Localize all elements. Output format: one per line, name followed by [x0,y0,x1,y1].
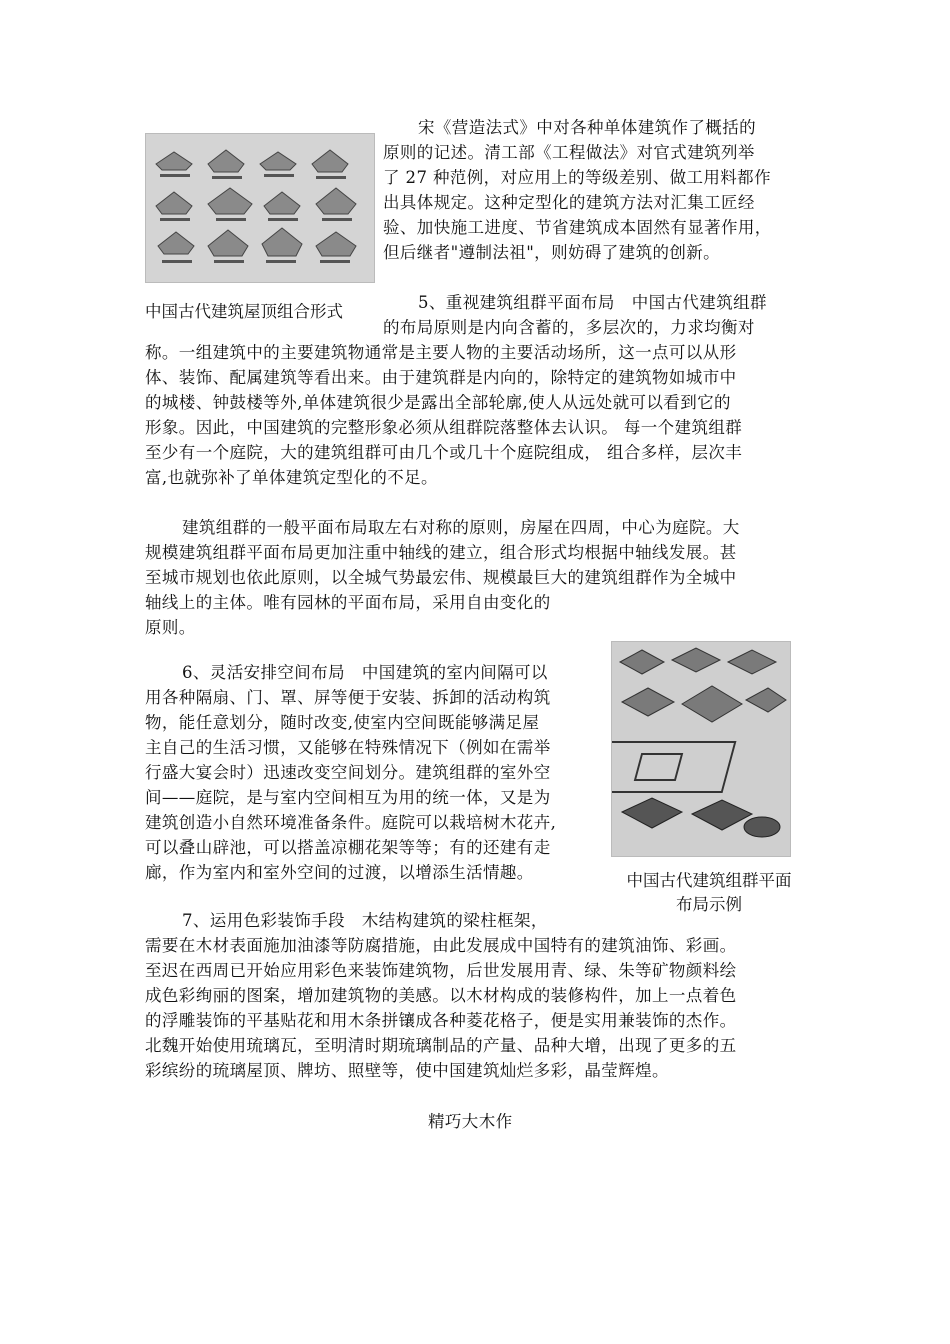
roof-forms-illustration [146,134,374,282]
text-line: 间——庭院，是与室内空间相互为用的统一体，又是为 [145,788,551,807]
caption-line: 布局示例 [676,895,742,914]
text-line: 原则的记述。清工部《工程做法》对官式建筑列举 [383,143,755,162]
text-line: 的城楼、钟鼓楼等外,单体建筑很少是露出全部轮廓,使人从远处就可以看到它的 [145,393,731,412]
text-line: 富,也就弥补了单体建筑定型化的不足。 [145,468,438,487]
roof-forms-figure [145,133,375,283]
roof-forms-caption: 中国古代建筑屋顶组合形式 [145,302,343,321]
text-line: 称。一组建筑中的主要建筑物通常是主要人物的主要活动场所，这一点可以从形 [145,343,737,362]
layout-example-caption [611,869,807,917]
caption-line: 中国古代建筑组群平面 [626,871,792,890]
text-line: 建筑创造小自然环境准备条件。庭院可以栽培树木花卉, [145,813,557,832]
text-line: 出具体规定。这种定型化的建筑方法对汇集工匠经 [383,193,755,212]
text-line: 的浮雕装饰的平基贴花和用木条拼镶成各种菱花格子，便是实用兼装饰的杰作。 [145,1011,737,1030]
text-line: 可以叠山辟池，可以搭盖凉棚花架等等；有的还建有走 [145,838,551,857]
text-line: 规模建筑组群平面布局更加注重中轴线的建立，组合形式均根据中轴线发展。甚 [145,543,737,562]
layout-example-figure [611,641,791,857]
text-line: 轴线上的主体。唯有园林的平面布局，采用自由变化的 [145,593,551,612]
text-line: 彩缤纷的琉璃屋顶、牌坊、照壁等，使中国建筑灿烂多彩，晶莹辉煌。 [145,1061,669,1080]
text-line: 验、加快施工进度、节省建筑成本固然有显著作用， [383,218,772,237]
text-line: 至城市规划也依此原则，以全城气势最宏伟、规模最巨大的建筑组群作为全城中 [145,568,737,587]
text-line: 的布局原则是内向含蓄的，多层次的，力求均衡对 [383,318,755,337]
text-line: 至迟在西周已开始应用彩色来装饰建筑物，后世发展用青、绿、朱等矿物颜料绘 [145,961,737,980]
text-line: 至少有一个庭院，大的建筑组群可由几个或几十个庭院组成， 组合多样，层次丰 [145,443,743,462]
text-line: 宋《营造法式》中对各种单体建筑作了概括的 [418,118,756,137]
text-line: 建筑组群的一般平面布局取左右对称的原则，房屋在四周，中心为庭院。大 [182,518,740,537]
text-line: 廊，作为室内和室外空间的过渡，以增添生活情趣。 [145,863,534,882]
text-line: 北魏开始使用琉璃瓦，至明清时期琉璃制品的产量、品种大增，出现了更多的五 [145,1036,737,1055]
text-line: 5、重视建筑组群平面布局 中国古代建筑组群 [418,293,767,312]
text-line: 物，能任意划分，随时改变,使室内空间既能够满足屋 [145,713,540,732]
text-line: 原则。 [145,618,196,637]
text-line: 但后继者"遵制法祖"，则妨碍了建筑的创新。 [383,243,721,262]
text-line: 需要在木材表面施加油漆等防腐措施，由此发展成中国特有的建筑油饰、彩画。 [145,936,737,955]
text-line: 形象。因此，中国建筑的完整形象必须从组群院落整体去认识。 每一个建筑组群 [145,418,743,437]
text-line: 7、运用色彩装饰手段 木结构建筑的梁柱框架， [182,911,548,930]
text-line: 用各种隔扇、门、罩、屏等便于安装、拆卸的活动构筑 [145,688,551,707]
text-line: 主自己的生活习惯，又能够在特殊情况下（例如在需举 [145,738,551,757]
layout-example-illustration [612,642,790,856]
section-heading: 精巧大木作 [428,1112,513,1131]
text-line: 了 27 种范例，对应用上的等级差别、做工用料都作 [383,168,771,187]
text-line: 成色彩绚丽的图案，增加建筑物的美感。以木材构成的装修构件，加上一点着色 [145,986,737,1005]
text-line: 6、灵活安排空间布局 中国建筑的室内间隔可以 [182,663,548,682]
text-line: 体、装饰、配属建筑等看出来。由于建筑群是内向的，除特定的建筑物如城市中 [145,368,737,387]
text-line: 行盛大宴会时）迅速改变空间划分。建筑组群的室外空 [145,763,551,782]
